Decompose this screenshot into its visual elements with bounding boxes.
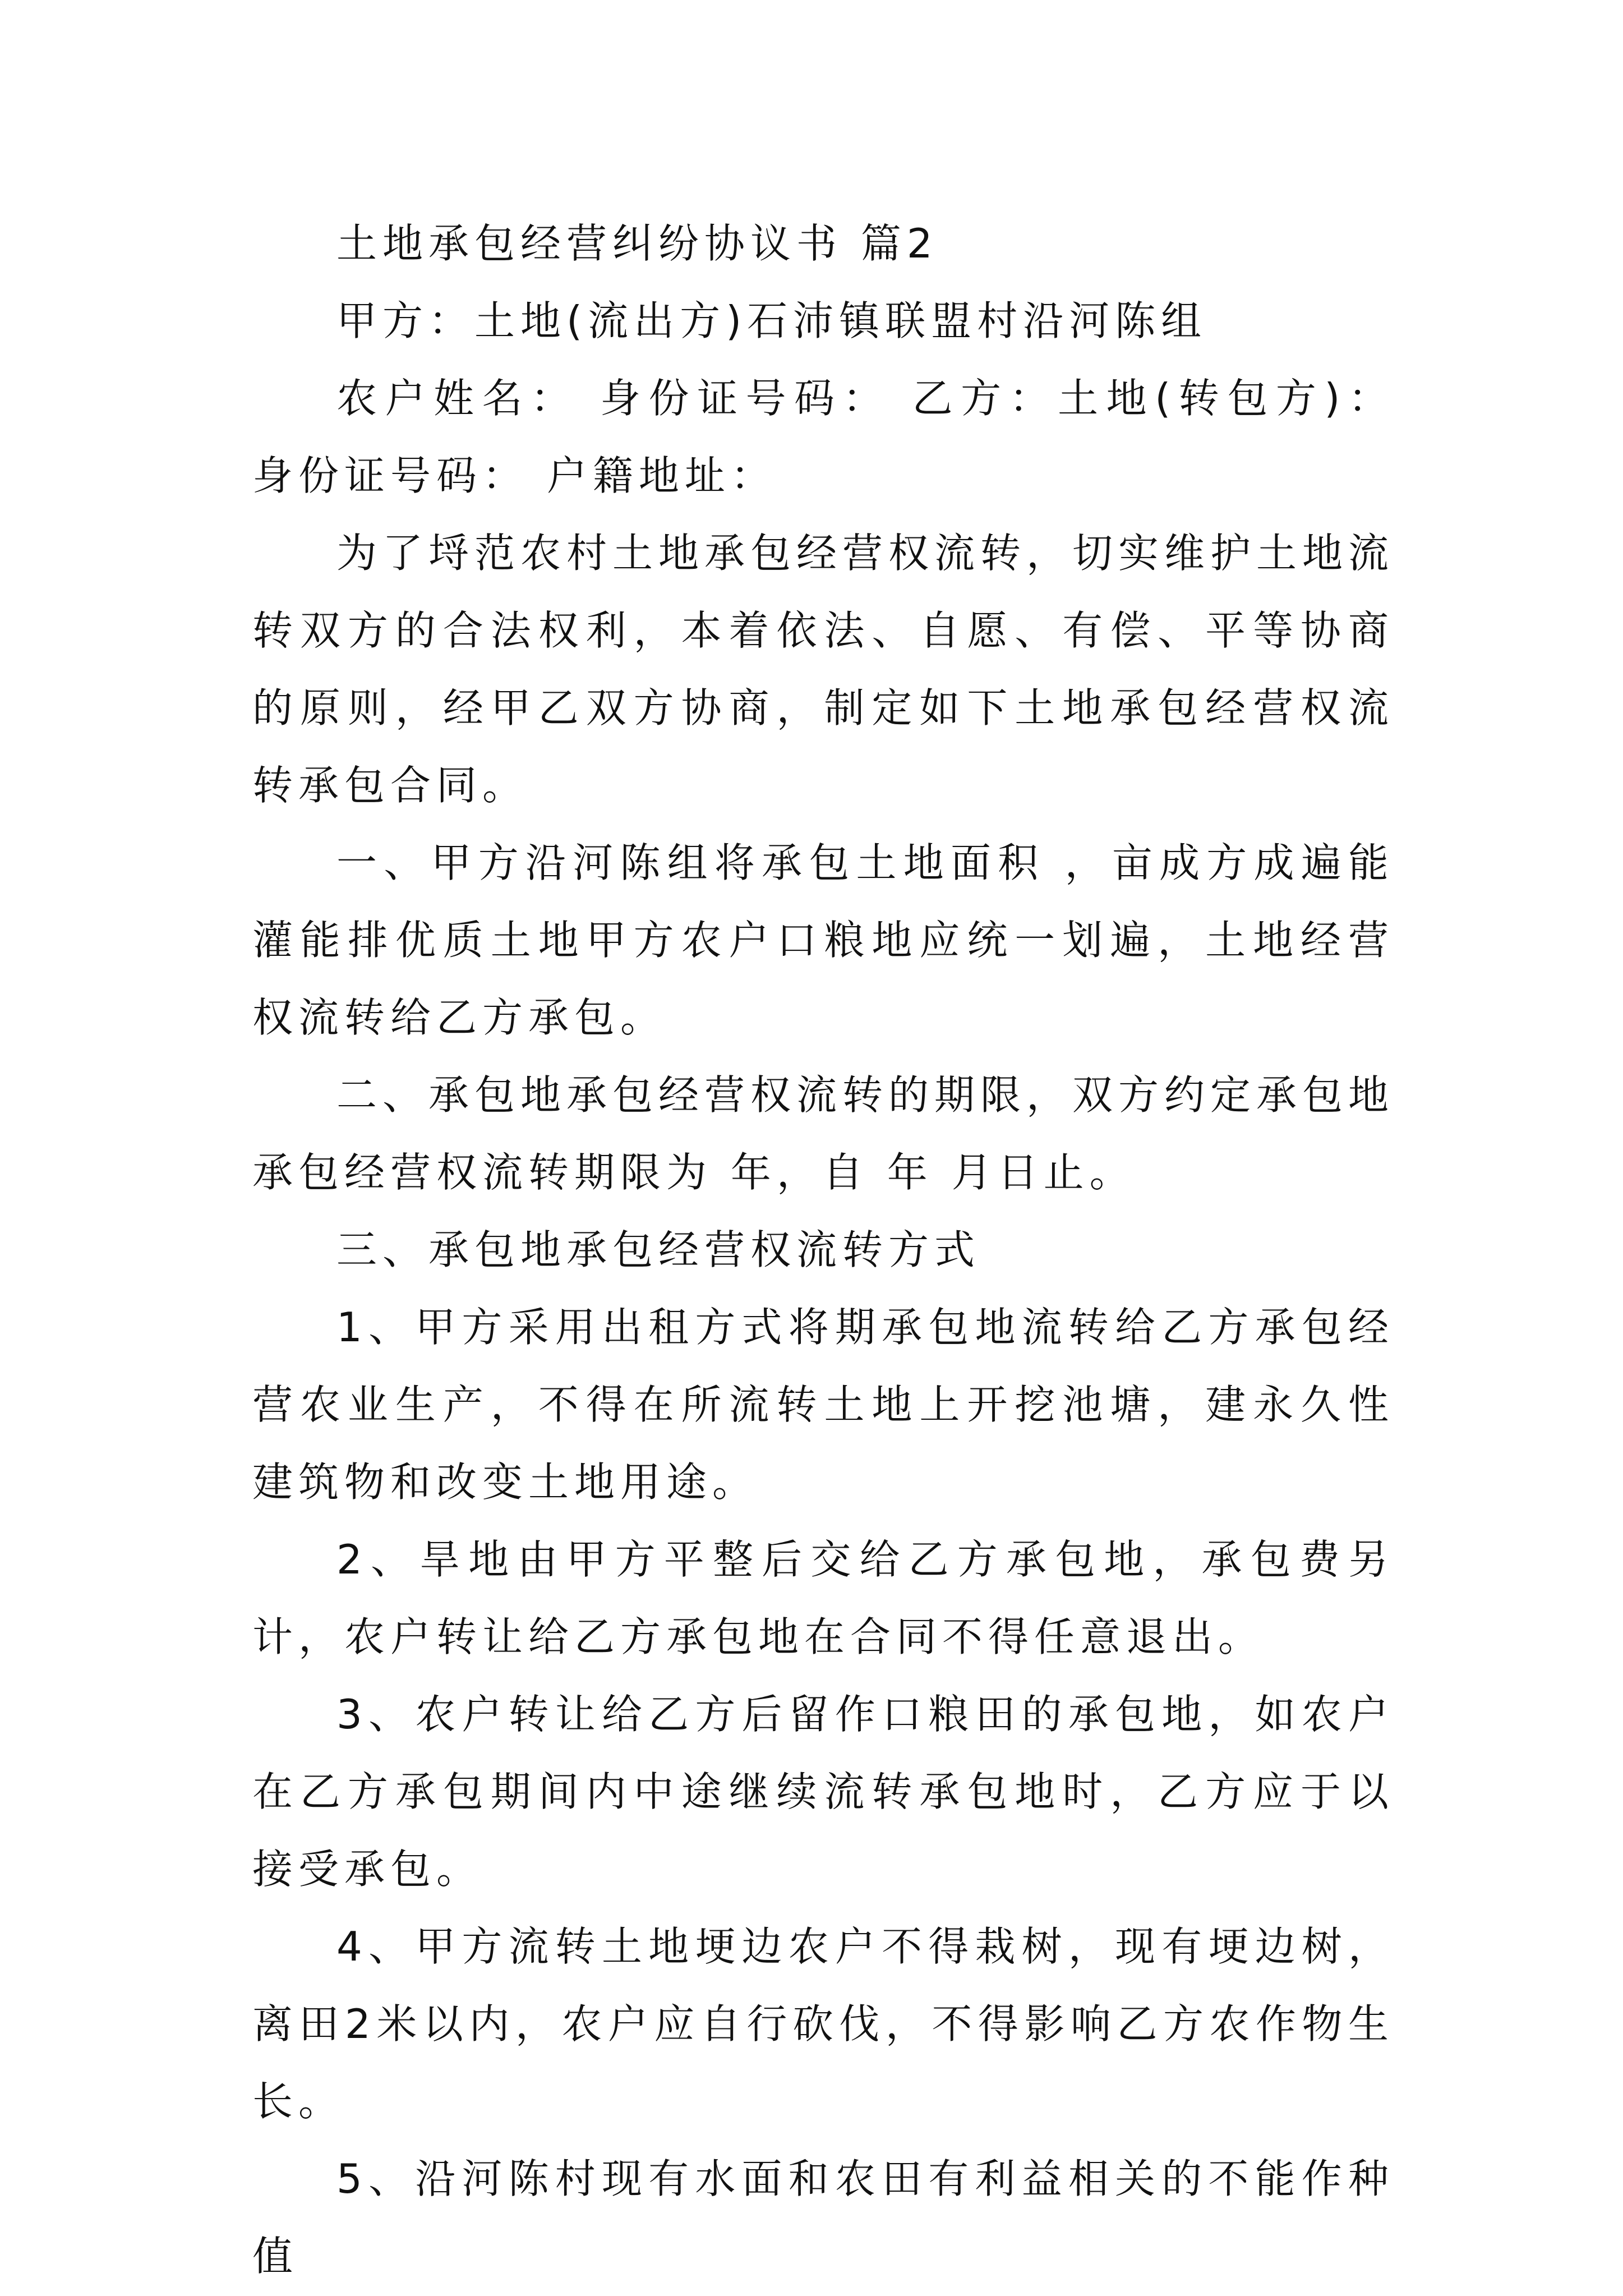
item-2: 2、旱地由甲方平整后交给乙方承包地，承包费另计，农户转让给乙方承包地在合同不得任意退出。 bbox=[252, 1536, 1394, 1660]
party-a-line: 甲方：土地(流出方)石沛镇联盟村沿河陈组 bbox=[336, 297, 1207, 344]
item-1: 1、甲方采用出租方式将期承包地流转给乙方承包经营农业生产，不得在所流转土地上开挖池塘，建永久性建筑物和改变土地用途。 bbox=[252, 1304, 1394, 1506]
item-5: 5、沿河陈村现有水面和农田有利益相关的不能作种值 bbox=[252, 2155, 1394, 2280]
item-4: 4、甲方流转土地埂边农户不得栽树，现有埂边树，离田2米以内，农户应自行砍伐，不得影响乙方农作物生长。 bbox=[252, 1923, 1394, 2125]
clause-three-heading: 三、承包地承包经营权流转方式 bbox=[336, 1226, 981, 1273]
clause-one: 一、甲方沿河陈组将承包土地面积 ，亩成方成遍能灌能排优质土地甲方农户口粮地应统一划遍，土地经营权流转给乙方承包。 bbox=[252, 839, 1394, 1041]
preamble-paragraph: 为了埒范农村土地承包经营权流转，切实维护土地流转双方的合法权利，本着依法、自愿、有偿、平等协商的原则，经甲乙双方协商，制定如下土地承包经营权流转承包合同。 bbox=[252, 530, 1395, 809]
document-title: 土地承包经营纠纷协议书 篇2 bbox=[336, 220, 938, 267]
identity-fields: 农户姓名： 身份证号码： 乙方：土地(转包方)： 身份证号码： 户籍地址： bbox=[252, 375, 1394, 499]
clause-two: 二、承包地承包经营权流转的期限，双方约定承包地承包经营权流转期限为 年，自 年 月日止。 bbox=[252, 1071, 1395, 1196]
document-body bbox=[252, 205, 1394, 2295]
item-3: 3、农户转让给乙方后留作口粮田的承包地，如农户在乙方承包期间内中途继续流转承包地时，乙方应于以接受承包。 bbox=[252, 1691, 1394, 1893]
